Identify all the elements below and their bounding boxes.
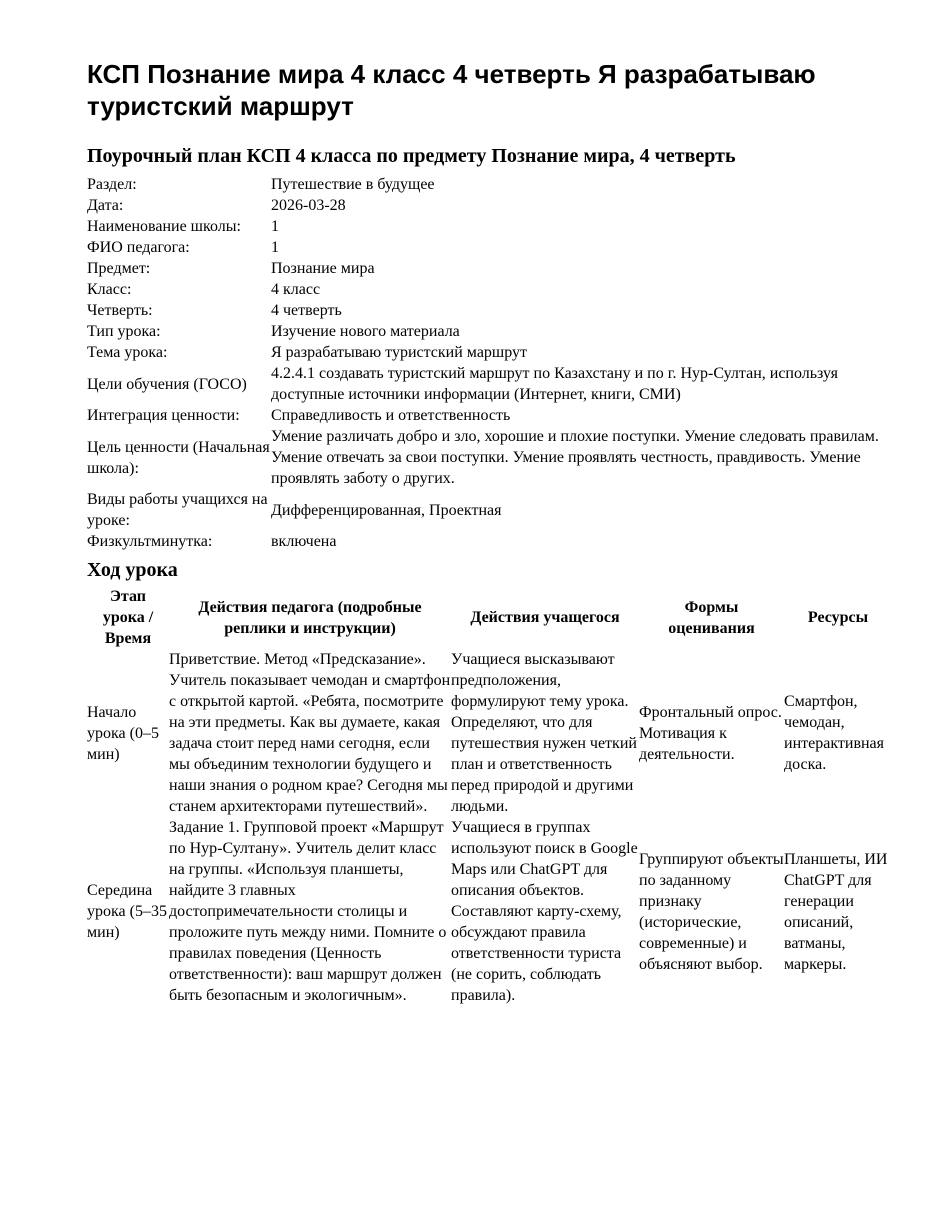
meta-label: Тип урока: bbox=[87, 323, 161, 340]
meta-value: включена bbox=[271, 533, 337, 550]
meta-value: Путешествие в будущее bbox=[271, 176, 435, 193]
header-stage: Этап урока / Время bbox=[102, 588, 154, 647]
meta-row bbox=[87, 342, 892, 363]
resources-cell: Смартфон, чемодан, интерактивная доска. bbox=[784, 693, 885, 773]
meta-row bbox=[87, 195, 892, 216]
meta-row bbox=[87, 174, 892, 195]
meta-value: Умение различать добро и зло, хорошие и плохие поступки. Умение следовать правилам. Умение отвечать за свои поступки. Умение проявлять честность, правдивость. Умение проявлять заботу о других. bbox=[271, 428, 879, 487]
stage-cell: Середина урока (5–35 мин) bbox=[87, 882, 167, 941]
meta-row bbox=[87, 237, 892, 258]
meta-row bbox=[87, 363, 892, 405]
meta-label: Цели обучения (ГОСО) bbox=[87, 375, 247, 393]
header-student: Действия учащегося bbox=[470, 609, 620, 626]
header-assessment: Формы оценивания bbox=[668, 598, 755, 637]
plan-row bbox=[87, 817, 892, 1006]
section-heading: Ход урока bbox=[87, 559, 178, 581]
plan-header-row bbox=[87, 586, 892, 649]
document-title: КСП Познание мира 4 класс 4 четверть Я разрабатываю туристский маршрут bbox=[87, 59, 816, 121]
meta-row bbox=[87, 321, 892, 342]
meta-row bbox=[87, 300, 892, 321]
meta-value: 1 bbox=[271, 239, 279, 256]
meta-label: Физкультминутка: bbox=[87, 533, 213, 550]
meta-row bbox=[87, 489, 892, 531]
meta-value: 4 четверть bbox=[271, 302, 342, 319]
meta-row bbox=[87, 405, 892, 426]
meta-row bbox=[87, 279, 892, 300]
meta-label: Наименование школы: bbox=[87, 218, 241, 235]
assessment-cell: Группируют объекты по заданному признаку (исторические, современные) и объясняют выбор. bbox=[639, 850, 784, 973]
meta-label: Цель ценности (Начальная школа): bbox=[87, 438, 270, 477]
meta-row bbox=[87, 216, 892, 237]
student-cell: Учащиеся в группах используют поиск в Google Maps или ChatGPT для описания объектов. Составляют карту-схему, обсуждают правила ответственности туриста (не сорить, соблюдать правила). bbox=[451, 819, 638, 1004]
meta-label: Класс: bbox=[87, 281, 132, 298]
meta-value: Познание мира bbox=[271, 260, 375, 277]
meta-label: Тема урока: bbox=[87, 344, 168, 361]
lesson-plan-table bbox=[87, 586, 892, 1006]
assessment-cell: Фронтальный опрос. Мотивация к деятельности. bbox=[639, 703, 782, 763]
meta-label: ФИО педагога: bbox=[87, 239, 190, 256]
meta-row bbox=[87, 531, 892, 552]
meta-label: Четверть: bbox=[87, 302, 153, 319]
meta-value: 4 класс bbox=[271, 281, 321, 298]
meta-label: Виды работы учащихся на уроке: bbox=[87, 491, 268, 529]
document-page bbox=[87, 58, 892, 1006]
teacher-cell: Задание 1. Групповой проект «Маршрут по Нур-Султану». Учитель делит класс на группы. «Используя планшеты, найдите 3 главных достопримечательности столицы и проложите путь между ними. Помните о правилах поведения (Ценность ответственности): ваш маршрут должен быть безопасным и экологичным». bbox=[169, 819, 447, 1004]
document-subtitle: Поурочный план КСП 4 класса по предмету Познание мира, 4 четверть bbox=[87, 145, 736, 167]
lesson-meta-table bbox=[87, 174, 892, 552]
meta-label: Интеграция ценности: bbox=[87, 407, 240, 424]
meta-value: 4.2.4.1 создавать туристский маршрут по Казахстану и по г. Нур-Султан, используя доступные источники информации (Интернет, книги, СМИ) bbox=[271, 365, 838, 403]
meta-value: Я разрабатываю туристский маршрут bbox=[271, 344, 528, 361]
meta-value: 1 bbox=[271, 218, 279, 235]
header-teacher: Действия педагога (подробные реплики и инструкции) bbox=[198, 598, 422, 637]
meta-label: Предмет: bbox=[87, 260, 151, 277]
teacher-cell: Приветствие. Метод «Предсказание». Учитель показывает чемодан и смартфон с открытой картой. «Ребята, посмотрите на эти предметы. Как вы думаете, какая задача стоит перед нами сегодня, если мы объединим технологии будущего и наши знания о родном крае? Сегодня мы станем архитекторами путешествий». bbox=[169, 651, 451, 815]
meta-value: Изучение нового материала bbox=[271, 323, 460, 340]
meta-row bbox=[87, 426, 892, 489]
meta-label: Дата: bbox=[87, 197, 124, 214]
header-resources: Ресурсы bbox=[807, 609, 869, 626]
resources-cell: Планшеты, ИИ ChatGPT для генерации описаний, ватманы, маркеры. bbox=[784, 850, 888, 973]
meta-row bbox=[87, 258, 892, 279]
meta-value: Дифференцированная, Проектная bbox=[271, 501, 502, 519]
meta-label: Раздел: bbox=[87, 176, 137, 193]
student-cell: Учащиеся высказывают предположения, формулируют тему урока. Определяют, что для путешествия нужен четкий план и ответственность перед природой и другими людьми. bbox=[451, 651, 637, 815]
plan-row bbox=[87, 649, 892, 817]
meta-value: 2026-03-28 bbox=[271, 197, 346, 214]
meta-value: Справедливость и ответственность bbox=[271, 407, 511, 424]
stage-cell: Начало урока (0–5 мин) bbox=[87, 703, 159, 763]
